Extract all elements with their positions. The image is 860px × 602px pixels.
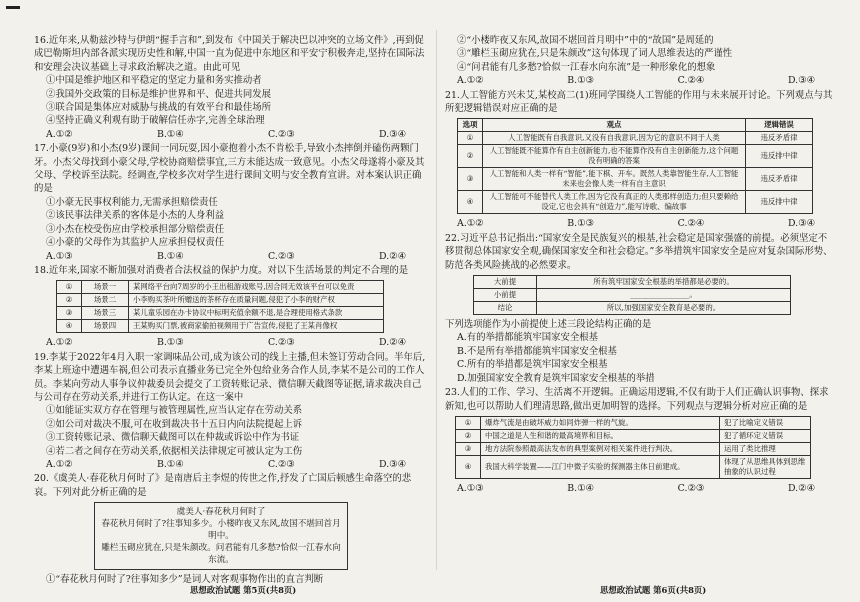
option-a: A.①② [457,75,484,87]
viewpoint: 中国之道是人生和谐的最高境界和目标。 [481,429,720,442]
table-row [456,442,811,455]
answer-options [34,250,426,263]
row-number: ③ [458,168,483,191]
table-row [57,281,384,294]
option-b: B.①④ [156,458,184,470]
poem-title: 虞美人·春花秋月何时了 [176,507,266,518]
option-d: D.②④ [379,337,406,349]
premise-label: 小前提 [474,289,537,302]
scenario-text: 某儿童乐园在办卡协议中标明充值余额不退,是合理使用格式条款 [129,307,384,320]
premise-text: ________________。 [537,289,791,302]
option-a: A.①② [46,458,73,470]
option-c: C.②④ [677,218,705,230]
answer-options [34,128,426,141]
table-row [474,302,791,315]
question-20 [34,472,426,586]
option-d: D.③④ [379,128,406,140]
option-d: D.③④ [788,75,815,87]
statement: ②该民事法律关系的客体是小杰的人身利益 [46,210,225,222]
option-c: C.②③ [268,458,295,470]
question-21 [445,89,835,231]
logic-error-table [457,118,813,214]
table-row [456,416,811,429]
row-number: ② [458,145,483,168]
corner-mark [6,6,20,9]
statement: ①中国是维护地区和平稳定的坚定力量和务实推动者 [46,75,262,87]
table-row [456,455,811,478]
statement: ④小豪的父母作为其监护人应承担侵权责任 [46,237,225,249]
poem-line: 雕栏玉砌应犹在,只是朱颜改。问君能有几多愁?恰似一江春水向东流。 [101,543,341,566]
logic-error: 违反排中律 [746,191,813,214]
choice-c: C.所有的举措都是筑牢国家安全根基 [457,359,608,371]
analysis: 犯了循环定义错误 [720,429,811,442]
option-b: B.①③ [567,75,594,87]
premise-label: 结论 [474,302,537,315]
viewpoint: 人工智能既有自我意识,又没有自我意识,因为它的意识不同于人类 [483,132,746,145]
option-b: B.①③ [567,218,594,230]
option-a: A.①③ [457,482,484,494]
page-footer-left: 思想政治试题 第5页(共8页) [190,585,297,595]
table-row [57,307,384,320]
premise-label: 大前提 [474,276,537,289]
statement: ③工资转账记录、微信聊天截图可以在仲裁或诉讼中作为书证 [46,432,300,444]
scenario-label: 场景四 [82,320,129,333]
table-row [458,168,813,191]
question-20-continued [445,34,835,88]
statement: ②如公司对裁决不服,可在收到裁决书十五日内向法院提起上诉 [46,418,303,430]
viewpoint: 地方法院参照最高法发布的典型案例对相关案件进行判决。 [481,442,720,455]
option-c: C.②③ [268,250,295,262]
option-c: C.②③ [268,128,295,140]
question-stem: 19.李某于2022年4月入职一家调味品公司,成为该公司的线上主播,但未签订劳动合同。半年后,李某上班途中遭遇车祸,但公司表示直播业务已完全外包给业务合作人员,李某不是公司的工作人员。李某向劳动人事争议仲裁委员会提交了工资转账记录、微信聊天截图等证据,请求裁决自己与公司存在劳动关系,并进行工伤认定。在这一案中 [34,351,426,403]
viewpoint: 人工智能可不能替代人类工作,因为它没有真正的人类那样创造力;但只要赖给设定,它也会具有“创造力”,能写诗歌、编故事 [483,191,746,214]
question-stem: 17.小豪(9岁)和小杰(9岁)课间一同玩耍,因小豪抱着小杰不肯松手,导致小杰摔倒并磕伤两颗门牙。小杰父母找到小豪父母,学校协商赔偿事宜,三方未能达成一致意见。小杰父母遂将小豪及其父母、学校诉至法院。经调查,学校多次对学生进行课间文明与安全教育宣讲。对本案认识正确的是 [34,143,425,195]
table-row [57,294,384,307]
question-17 [34,142,426,263]
statement: ④坚持正确义利观有助于破解信任赤字,完善全球治理 [46,115,265,127]
answer-options [445,217,835,230]
table-row [458,191,813,214]
viewpoint: 爆炸气流是由破坏威力如同炸弹一样的气旋。 [481,416,720,429]
option-c: C.②④ [677,75,705,87]
scenario-text: 王某购买门票,被商家偷拍视频用于广告宣传,侵犯了王某肖像权 [129,320,384,333]
page-divider [436,30,437,570]
statement: ①如能证实双方存在管理与被管理属性,应当认定存在劳动关系 [46,405,303,417]
statement: ①“春花秋月何时了?往事知多少”是词人对客观事物作出的直言判断 [46,574,324,586]
statement: ③联合国是集体应对威胁与挑战的有效平台和最佳场所 [46,102,272,114]
option-d: D.③④ [788,218,815,230]
option-a: A.①③ [46,250,73,262]
analysis: 犯了比喻定义错误 [720,416,811,429]
row-number: ② [57,294,82,307]
question-stem: 16.近年来,从勒兹沙特与伊朗“握手言和”,到发布《中国关于解决巴以冲突的立场文件》,再到促成巴勒斯坦内部各派实现历史性和解,中国一直为促进中东地区和平安宁积极奔走,坚持在国际法和安理会决议基础上寻求政治解决之道。由此可见 [34,35,425,73]
option-c: C.②③ [677,482,705,494]
question-18 [34,264,426,350]
question-19 [34,351,426,472]
answer-options [445,74,835,87]
viewpoint: 我国大科学装置——江门中微子实验的探测器主体日前建成。 [481,455,720,478]
scenario-table [56,280,384,333]
row-number: ④ [456,455,481,478]
question-23 [445,386,835,495]
table-row [474,289,791,302]
viewpoint: 人工智能既不能算作有自主创新能力,也不能算作没有自主创新能力,这个问题没有明确的答案 [483,145,746,168]
question-16 [34,34,426,141]
table-row [458,132,813,145]
logic-error: 违反矛盾律 [746,168,813,191]
option-b: B.①③ [156,337,184,349]
question-stem: 23.人们的工作、学习、生活离不开逻辑。正确运用逻辑,不仅有助于人们正确认识事物、探求新知,也可以帮助人们理清思路,做出更加明智的选择。下列观点与逻辑分析对应正确的是 [445,387,829,412]
choice-b: B.不是所有举措都能筑牢国家安全根基 [457,345,617,357]
option-a: A.①② [457,218,484,230]
question-stem: 18.近年来,国家不断加强对消费者合法权益的保护力度。对以下生活场景的判定不合理的是 [34,264,409,276]
scenario-label: 场景二 [82,294,129,307]
option-d: D.②④ [379,250,406,262]
option-a: A.①② [46,128,73,140]
page-footer-right: 思想政治试题 第6页(共8页) [600,585,707,595]
analysis: 运用了类比推理 [720,442,811,455]
syllogism-table [473,275,791,315]
poem-box [94,502,348,570]
scenario-text: 小李购买茶叶所赠送的茶杯存在质量问题,侵犯了小李的财产权 [129,294,384,307]
option-b: B.①④ [567,482,594,494]
table-row [458,145,813,168]
question-stem: 22.习近平总书记指出:“国家安全是民族复兴的根基,社会稳定是国家强盛的前提。必须坚定不移贯彻总体国家安全观,确保国家安全和社会稳定。”多举措筑牢国家安全是应对复杂国际形势、防范各类风险挑战的必然要求。 [445,232,833,271]
option-d: D.③④ [379,458,406,470]
option-a: A.①② [46,337,73,349]
option-b: B.①④ [156,128,184,140]
question-22 [445,232,835,385]
premise-text: 所有筑牢国家安全根基的举措都是必要的。 [537,276,791,289]
question-prompt: 下列选项能作为小前提使上述三段论结构正确的是 [445,319,652,331]
logic-error: 违反矛盾律 [746,132,813,145]
row-number: ④ [57,320,82,333]
right-page [445,34,835,496]
statement: ④若二者之间存在劳动关系,依据相关法律规定可被认定为工伤 [46,445,303,457]
statement: ②“小楼昨夜又东风,故国不堪回首月明中”中的“故国”是周延的 [457,35,714,46]
viewpoint: 人工智能和人类一样有“智能”,能下棋、开车。既然人类靠智能生存,人工智能未来也会像人类一样有自主意识 [483,168,746,191]
row-number: ① [57,281,82,294]
row-number: ④ [458,191,483,214]
table-row [474,276,791,289]
statement: ③“雕栏玉砌应犹在,只是朱颜改”这句体现了词人思维表达的严谨性 [457,48,733,60]
statement: ②我国外交政策的目标是维护世界和平、促进共同发展 [46,88,272,100]
statement: ③小杰在校受伤应由学校承担部分赔偿责任 [46,223,225,235]
row-number: ① [456,416,481,429]
choice-a: A.有的举措都能筑牢国家安全根基 [457,332,599,344]
column-header: 观点 [483,119,746,132]
option-b: B.①④ [156,250,184,262]
poem-line: 春花秋月何时了?往事知多少。小楼昨夜又东风,故国不堪回首月明中。 [101,519,341,542]
answer-options [34,458,426,471]
logic-analysis-table [455,416,811,479]
question-stem: 21.人工智能方兴未艾,某校高二(1)班同学围绕人工智能的作用与未来展开讨论。下列观点与其所犯逻辑错误对应正确的是 [445,89,833,115]
answer-options [445,482,835,495]
premise-text: 所以,加强国家安全教育是必要的。 [537,302,791,315]
option-d: D.②④ [788,482,815,494]
column-header: 选项 [458,119,483,132]
column-header: 逻辑错误 [746,119,813,132]
row-number: ① [458,132,483,145]
table-header-row [458,119,813,132]
left-page [34,34,426,588]
statement: ①小豪无民事权利能力,无需承担赔偿责任 [46,196,218,208]
question-stem: 20.《虞美人·春花秋月何时了》是南唐后主李煜的传世之作,抒发了亡国后顿感生命落空的悲哀。下列对此分析正确的是 [34,473,412,498]
statement: ④“问君能有几多愁?恰似一江春水向东流”是一种形象化的想象 [457,61,716,73]
row-number: ③ [456,442,481,455]
choice-d: D.加强国家安全教育是筑牢国家安全根基的举措 [457,372,655,384]
row-number: ② [456,429,481,442]
scenario-label: 场景三 [82,307,129,320]
scenario-text: 某网络平台向7周岁的小王出租游戏账号,因合同无效该平台可以免责 [129,281,384,294]
option-c: C.②③ [268,337,295,349]
analysis: 体现了从思维具体到思维抽象的认识过程 [720,455,811,478]
table-row [57,320,384,333]
answer-options [34,336,426,349]
logic-error: 违反排中律 [746,145,813,168]
table-row [456,429,811,442]
scenario-label: 场景一 [82,281,129,294]
row-number: ③ [57,307,82,320]
